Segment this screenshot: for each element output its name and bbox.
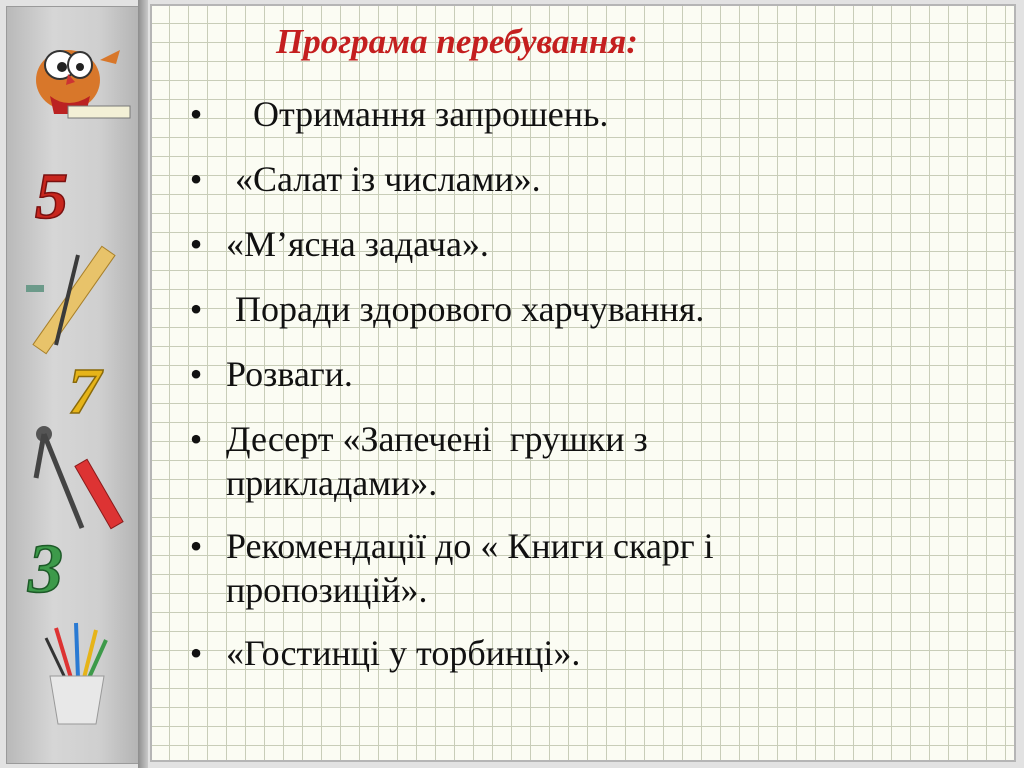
list-item (186, 222, 986, 266)
list-item-text: Отримання запрошень. (226, 94, 609, 134)
sidebar-number-7: 7 (68, 355, 101, 425)
page-title: Програма перебування: (276, 22, 638, 61)
bullet-icon: • (189, 419, 203, 459)
number-seven-icon (66, 355, 126, 425)
compass-icon (22, 418, 132, 538)
pencil-cup-icon (26, 618, 126, 730)
program-list (186, 92, 986, 696)
list-item-text: Рекомендації до « Книги скарг і пропозицій». (226, 526, 714, 610)
list-item-text: Розваги. (226, 354, 353, 394)
bullet-icon: • (189, 289, 203, 329)
list-item (186, 92, 986, 136)
list-item-text: Поради здорового харчування. (226, 289, 705, 329)
list-item (186, 417, 786, 505)
sidebar-number-3: 3 (28, 531, 63, 605)
list-item-text: «М’ясна задача». (226, 224, 489, 264)
bullet-icon: • (189, 94, 203, 134)
list-item (186, 157, 986, 201)
number-three-icon (24, 530, 94, 605)
list-item-text: Десерт «Запечені грушки з прикладами». (226, 419, 657, 503)
ruler-icon (18, 245, 128, 355)
bullet-icon: • (189, 159, 203, 199)
bullet-icon: • (189, 526, 203, 566)
list-item (186, 524, 876, 612)
number-five-icon (30, 160, 90, 230)
list-item (186, 352, 986, 396)
list-item-text: «Салат із числами». (226, 159, 541, 199)
bullet-icon: • (189, 633, 203, 673)
list-item-text: «Гостинці у торбинці». (226, 633, 581, 673)
owl-icon (20, 30, 138, 120)
sidebar-number-5: 5 (35, 160, 68, 230)
bullet-icon: • (189, 224, 203, 264)
list-item (186, 631, 986, 675)
sidebar-shadow (138, 0, 148, 768)
bullet-icon: • (189, 354, 203, 394)
list-item (186, 287, 986, 331)
